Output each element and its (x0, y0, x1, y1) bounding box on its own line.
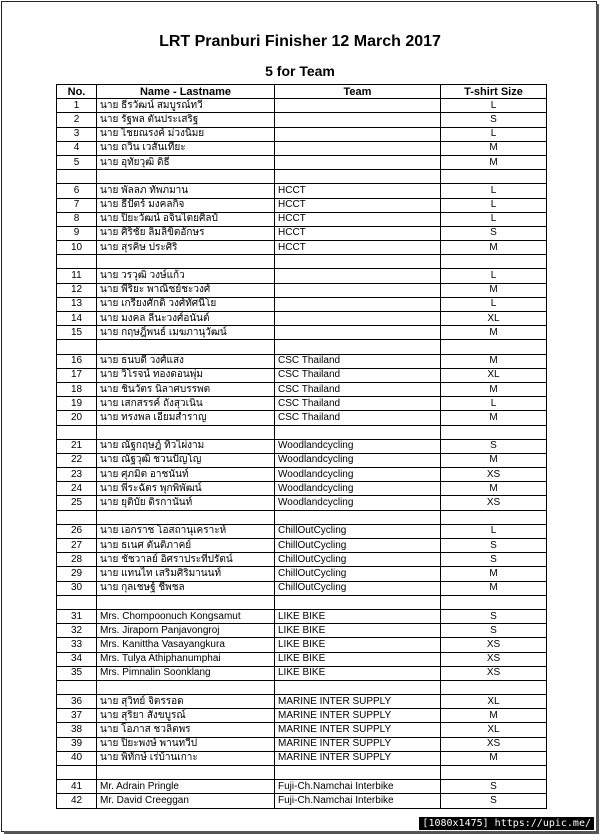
cell-team: LIKE BIKE (275, 666, 441, 680)
cell-size: L (441, 269, 547, 283)
cell-no: 26 (57, 524, 97, 538)
cell-size: L (441, 397, 547, 411)
table-row (57, 297, 547, 311)
spacer-cell (97, 255, 275, 269)
cell-name: นาย ศิริชัย ลิ้มลิขิตอักษร (97, 226, 275, 240)
cell-name: นาย เอกราช โอสถานุเคราะห์ (97, 524, 275, 538)
cell-no: 29 (57, 567, 97, 581)
watermark: [1080x1475] https://upic.me/ (419, 817, 594, 830)
cell-team: MARINE INTER SUPPLY (275, 709, 441, 723)
spacer-cell (97, 425, 275, 439)
table-row (57, 524, 547, 538)
cell-name: นาย กุลเชษฐ์ ชีพชล (97, 581, 275, 595)
cell-name: นาย โอภาส ชวลิตพร (97, 723, 275, 737)
cell-team: Woodlandcycling (275, 482, 441, 496)
cell-no: 32 (57, 624, 97, 638)
spacer-cell (97, 595, 275, 609)
spacer-cell (97, 766, 275, 780)
cell-name: นาย ชัชวาลย์ อิศราประทีปรัตน์ (97, 553, 275, 567)
page-subtitle: 5 for Team (265, 63, 335, 79)
cell-team: Woodlandcycling (275, 453, 441, 467)
table-row (57, 482, 547, 496)
spacer-cell (275, 255, 441, 269)
spacer-cell (275, 766, 441, 780)
cell-team (275, 297, 441, 311)
table-row (57, 141, 547, 155)
cell-no: 5 (57, 155, 97, 169)
cell-no: 14 (57, 312, 97, 326)
cell-size: S (441, 226, 547, 240)
cell-team: Fuji-Ch.Namchai Interbike (275, 794, 441, 808)
cell-size: M (441, 241, 547, 255)
cell-size: S (441, 780, 547, 794)
spacer-cell (57, 595, 97, 609)
cell-team: LIKE BIKE (275, 638, 441, 652)
table-row (57, 312, 547, 326)
cell-team (275, 99, 441, 113)
cell-team: HCCT (275, 226, 441, 240)
spacer-row (57, 340, 547, 354)
cell-no: 15 (57, 326, 97, 340)
cell-no: 12 (57, 283, 97, 297)
cell-no: 24 (57, 482, 97, 496)
cell-team: Woodlandcycling (275, 468, 441, 482)
cell-team: HCCT (275, 198, 441, 212)
cell-name: นาย ปิยะพงษ์ พานทวีป (97, 737, 275, 751)
table-row (57, 794, 547, 808)
cell-team (275, 326, 441, 340)
cell-no: 16 (57, 354, 97, 368)
cell-name: นาย ปิยะวัฒน์ อจินไตยศิลป์ (97, 212, 275, 226)
spacer-row (57, 766, 547, 780)
table-header-row (57, 85, 547, 99)
cell-team: MARINE INTER SUPPLY (275, 751, 441, 765)
cell-name: Mr. David Creeggan (97, 794, 275, 808)
table-row (57, 198, 547, 212)
cell-size: M (441, 354, 547, 368)
cell-name: นาย ธนบดี วงศ์แสง (97, 354, 275, 368)
cell-no: 41 (57, 780, 97, 794)
cell-no: 11 (57, 269, 97, 283)
spacer-cell (57, 766, 97, 780)
cell-name: นาย ศุภมิต อาชนันท์ (97, 468, 275, 482)
table-row (57, 695, 547, 709)
cell-size: S (441, 609, 547, 623)
header-size: T-shirt Size (441, 85, 547, 99)
spacer-cell (441, 425, 547, 439)
cell-name: นาย ทรงพล เอี่ยมสำราญ (97, 411, 275, 425)
cell-size: L (441, 99, 547, 113)
cell-no: 3 (57, 127, 97, 141)
table-row (57, 354, 547, 368)
table-row (57, 411, 547, 425)
cell-team: CSC Thailand (275, 354, 441, 368)
table-row (57, 368, 547, 382)
table-row (57, 283, 547, 297)
cell-size: M (441, 751, 547, 765)
cell-team: CSC Thailand (275, 411, 441, 425)
cell-no: 25 (57, 496, 97, 510)
cell-name: นาย ณัฐวุฒิ ชวนปัญโญ (97, 453, 275, 467)
cell-size: M (441, 155, 547, 169)
table-row (57, 468, 547, 482)
cell-name: นาย ณัฐกฤษฎ์ ทิวไผ่งาม (97, 439, 275, 453)
cell-name: Mr. Adrain Pringle (97, 780, 275, 794)
cell-no: 40 (57, 751, 97, 765)
cell-no: 38 (57, 723, 97, 737)
table-row (57, 496, 547, 510)
spacer-cell (275, 170, 441, 184)
spacer-cell (441, 595, 547, 609)
cell-size: M (441, 141, 547, 155)
cell-no: 23 (57, 468, 97, 482)
cell-team (275, 269, 441, 283)
cell-team: CSC Thailand (275, 368, 441, 382)
cell-name: นาย พีระฉัตร พุกพิพัฒน์ (97, 482, 275, 496)
spacer-row (57, 425, 547, 439)
table-row (57, 184, 547, 198)
table-row (57, 624, 547, 638)
cell-name: นาย กฤษฎิ์พนธ์ เมฆภานุวัฒน์ (97, 326, 275, 340)
cell-no: 19 (57, 397, 97, 411)
cell-team (275, 113, 441, 127)
spacer-cell (441, 766, 547, 780)
cell-size: S (441, 539, 547, 553)
cell-size: XL (441, 312, 547, 326)
cell-size: M (441, 581, 547, 595)
frame-shadow-right (596, 4, 599, 833)
cell-no: 20 (57, 411, 97, 425)
cell-size: M (441, 411, 547, 425)
table-row (57, 751, 547, 765)
cell-size: M (441, 482, 547, 496)
spacer-cell (97, 680, 275, 694)
table-row (57, 567, 547, 581)
cell-no: 30 (57, 581, 97, 595)
cell-team: LIKE BIKE (275, 652, 441, 666)
cell-team (275, 127, 441, 141)
cell-size: L (441, 198, 547, 212)
header-no: No. (57, 85, 97, 99)
table-row (57, 397, 547, 411)
cell-no: 36 (57, 695, 97, 709)
table-row (57, 553, 547, 567)
cell-size: M (441, 709, 547, 723)
table-row (57, 638, 547, 652)
spacer-row (57, 255, 547, 269)
cell-name: Mrs. Chompoonuch Kongsamut (97, 609, 275, 623)
table-row (57, 609, 547, 623)
cell-size: M (441, 382, 547, 396)
spacer-cell (57, 170, 97, 184)
cell-no: 17 (57, 368, 97, 382)
cell-name: นาย มงคล ลีนะวงศ์อนันต์ (97, 312, 275, 326)
cell-size: XS (441, 737, 547, 751)
header-team: Team (275, 85, 441, 99)
spacer-cell (275, 340, 441, 354)
table-row (57, 652, 547, 666)
cell-name: นาย วรวุฒิ วงษ์แก้ว (97, 269, 275, 283)
cell-no: 42 (57, 794, 97, 808)
cell-team: MARINE INTER SUPPLY (275, 695, 441, 709)
cell-size: S (441, 794, 547, 808)
cell-no: 35 (57, 666, 97, 680)
table-body (57, 99, 547, 808)
cell-team: ChillOutCycling (275, 539, 441, 553)
table-row (57, 326, 547, 340)
cell-no: 22 (57, 453, 97, 467)
cell-size: XL (441, 695, 547, 709)
table-row (57, 127, 547, 141)
cell-size: XS (441, 652, 547, 666)
cell-no: 18 (57, 382, 97, 396)
spacer-cell (441, 680, 547, 694)
cell-team: ChillOutCycling (275, 553, 441, 567)
table-row (57, 581, 547, 595)
spacer-row (57, 595, 547, 609)
cell-team (275, 141, 441, 155)
finisher-table (56, 84, 547, 809)
cell-name: นาย ธีปัตร์ มงคลกิจ (97, 198, 275, 212)
cell-team (275, 155, 441, 169)
spacer-cell (57, 680, 97, 694)
table-row (57, 439, 547, 453)
page-title: LRT Pranburi Finisher 12 March 2017 (159, 33, 441, 50)
cell-name: นาย เสกสรรค์ ถังสุวเนิน (97, 397, 275, 411)
cell-name: นาย ธีรวัฒน์ สมบูรณ์ทวี (97, 99, 275, 113)
spacer-cell (57, 510, 97, 524)
cell-team: CSC Thailand (275, 382, 441, 396)
cell-size: M (441, 567, 547, 581)
cell-team: LIKE BIKE (275, 609, 441, 623)
cell-name: นาย พัลลภ ทัพภมาน (97, 184, 275, 198)
cell-no: 6 (57, 184, 97, 198)
cell-name: นาย พีริยะ พาณิชย์ชะวงศ์ (97, 283, 275, 297)
cell-name: นาย เกรียงศักดิ์ วงศ์ทัศนีโย (97, 297, 275, 311)
table-row (57, 113, 547, 127)
cell-team: Woodlandcycling (275, 496, 441, 510)
cell-team: MARINE INTER SUPPLY (275, 723, 441, 737)
cell-size: XS (441, 496, 547, 510)
cell-size: L (441, 184, 547, 198)
spacer-cell (57, 255, 97, 269)
spacer-cell (441, 170, 547, 184)
spacer-cell (57, 340, 97, 354)
cell-team: ChillOutCycling (275, 567, 441, 581)
spacer-cell (441, 340, 547, 354)
cell-size: XL (441, 368, 547, 382)
cell-name: นาย สุรคิษ ประศิริ (97, 241, 275, 255)
cell-name: นาย ไชยณรงค์ ม่วงนิ่มย (97, 127, 275, 141)
cell-team: Fuji-Ch.Namchai Interbike (275, 780, 441, 794)
cell-name: นาย อุทัยวุฒิ ดิธี (97, 155, 275, 169)
table-row (57, 737, 547, 751)
cell-size: S (441, 624, 547, 638)
cell-no: 1 (57, 99, 97, 113)
cell-no: 4 (57, 141, 97, 155)
cell-name: นาย ธเนศ ตันติภาคย์ (97, 539, 275, 553)
spacer-cell (97, 170, 275, 184)
cell-size: L (441, 212, 547, 226)
table-row (57, 453, 547, 467)
cell-team: HCCT (275, 212, 441, 226)
cell-name: Mrs. Jiraporn Panjavongroj (97, 624, 275, 638)
table-row (57, 155, 547, 169)
cell-no: 9 (57, 226, 97, 240)
cell-size: XS (441, 468, 547, 482)
cell-name: นาย พิทักษ์ เร่บ้านเกาะ (97, 751, 275, 765)
cell-size: XS (441, 638, 547, 652)
cell-team (275, 283, 441, 297)
cell-team: HCCT (275, 184, 441, 198)
cell-no: 7 (57, 198, 97, 212)
table-row (57, 723, 547, 737)
cell-name: นาย แทนไท เสริมศิริมานนท์ (97, 567, 275, 581)
cell-name: Mrs. Pimnalin Soonklang (97, 666, 275, 680)
table-row (57, 212, 547, 226)
cell-no: 10 (57, 241, 97, 255)
cell-name: Mrs. Tulya Athiphanumphai (97, 652, 275, 666)
cell-no: 34 (57, 652, 97, 666)
cell-size: L (441, 297, 547, 311)
cell-no: 8 (57, 212, 97, 226)
table-row (57, 99, 547, 113)
spacer-row (57, 680, 547, 694)
cell-no: 31 (57, 609, 97, 623)
cell-no: 33 (57, 638, 97, 652)
table-row (57, 539, 547, 553)
spacer-row (57, 510, 547, 524)
cell-team: CSC Thailand (275, 397, 441, 411)
cell-no: 2 (57, 113, 97, 127)
cell-team: LIKE BIKE (275, 624, 441, 638)
cell-name: นาย ยุติบัย ดิรกานันท์ (97, 496, 275, 510)
spacer-cell (57, 425, 97, 439)
cell-size: S (441, 553, 547, 567)
cell-name: นาย รัฐพล ตันประเสริฐ (97, 113, 275, 127)
cell-size: XS (441, 666, 547, 680)
cell-team: MARINE INTER SUPPLY (275, 737, 441, 751)
cell-size: M (441, 326, 547, 340)
cell-no: 37 (57, 709, 97, 723)
table-row (57, 226, 547, 240)
cell-name: นาย วิโรจน์ ทองดอนพุ่ม (97, 368, 275, 382)
spacer-cell (441, 510, 547, 524)
spacer-cell (441, 255, 547, 269)
cell-no: 28 (57, 553, 97, 567)
table-row (57, 269, 547, 283)
spacer-cell (275, 595, 441, 609)
cell-size: S (441, 439, 547, 453)
cell-size: XL (441, 723, 547, 737)
cell-team: HCCT (275, 241, 441, 255)
table-row (57, 241, 547, 255)
cell-no: 21 (57, 439, 97, 453)
cell-size: L (441, 127, 547, 141)
cell-team: Woodlandcycling (275, 439, 441, 453)
cell-name: นาย ชินวัตร นิลาศบรรพต (97, 382, 275, 396)
table-row (57, 709, 547, 723)
cell-size: L (441, 524, 547, 538)
spacer-cell (97, 510, 275, 524)
frame-shadow-bottom (4, 831, 599, 834)
spacer-cell (275, 510, 441, 524)
cell-team (275, 312, 441, 326)
cell-team: ChillOutCycling (275, 524, 441, 538)
cell-size: S (441, 113, 547, 127)
cell-name: นาย สุวิทย์ จิตรรอด (97, 695, 275, 709)
spacer-cell (275, 425, 441, 439)
cell-name: นาย สุริยา สังขบูรณ์ (97, 709, 275, 723)
cell-name: Mrs. Kanittha Vasayangkura (97, 638, 275, 652)
cell-no: 13 (57, 297, 97, 311)
cell-no: 39 (57, 737, 97, 751)
header-name: Name - Lastname (97, 85, 275, 99)
cell-no: 27 (57, 539, 97, 553)
table-row (57, 666, 547, 680)
cell-team: ChillOutCycling (275, 581, 441, 595)
cell-name: นาย ถวิน เวสันเทียะ (97, 141, 275, 155)
spacer-cell (275, 680, 441, 694)
cell-size: M (441, 453, 547, 467)
spacer-cell (97, 340, 275, 354)
cell-size: M (441, 283, 547, 297)
table-row (57, 382, 547, 396)
table-row (57, 780, 547, 794)
spacer-row (57, 170, 547, 184)
